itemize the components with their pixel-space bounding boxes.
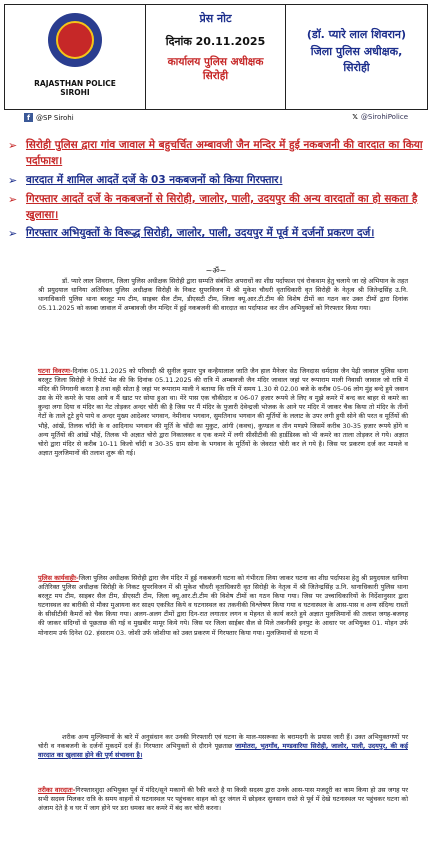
highlight-item xyxy=(8,191,424,224)
modus-operandi-label: तरीका वारदातः- xyxy=(38,786,76,794)
social-bar xyxy=(24,113,408,125)
facebook-link[interactable] xyxy=(24,113,74,122)
press-date: दिनांक 20.11.2025 xyxy=(165,35,266,48)
modus-operandi-text: गिरफ्तारशुदा अभियुक्त पूर्व में मंदिर/सूने मकानों की रैकी करते है या किसी सदस्य द्वारा उनके आस-पास मजदूरी का काम किया हो उस जगह पर सभी सदस्य मिलकर रात्रि के समय वाहनों से घटनास्थल पर पहुंचकर वाहन को दूर जंगल में छोड़कर सुनसान रास्ते से पूर्व में देखे घटनास्थल पर पहुंचकर घटना को अंजाम देते है व घर में जाग होने पर डरा धमका कर कमरे में बंद कर चोरी करना। xyxy=(38,786,408,813)
highlight-text: गिरफ्तार आदतें दर्जे के नकबजनों से सिरोही, जालोर, पाली, उदयपुर की अन्य वारदातों का हो सकता है खुलासा। xyxy=(26,192,418,221)
highlights-list xyxy=(8,137,424,244)
press-title: प्रेस नोट xyxy=(199,12,232,25)
org-name xyxy=(34,79,116,97)
police-action-paragraph xyxy=(38,574,408,638)
highlight-item xyxy=(8,172,424,189)
x-handle: @SirohiPolice xyxy=(360,113,408,121)
officer-block xyxy=(286,27,427,77)
office-line-1: कार्यालय पुलिस अधीक्षक xyxy=(167,56,264,68)
org-line-1: RAJASTHAN POLICE xyxy=(34,79,116,88)
officer-name: (डॉ. प्यारे लाल शिवरान) xyxy=(306,28,407,41)
followup-highlight: जामोतरा, भुतगाँव, मण्डवारिया सिरोही, जालोर, पाली, उदयपुर, की कई वारदात का खुलासा होने की पूर्ण संभावना है। xyxy=(38,742,408,760)
highlight-text: गिरफ्तार अभियुक्तों के विरूद्ध सिरोही, जालोर, पाली, उदयपुर में पूर्व में दर्जनों प्रकरण दर्ज। xyxy=(26,227,375,240)
arrow-bullet-icon: ➢ xyxy=(8,139,18,152)
incident-label: घटना विवरणः- xyxy=(38,367,73,375)
press-cell xyxy=(146,5,286,109)
org-line-2: SIROHI xyxy=(60,88,90,97)
highlight-item xyxy=(8,225,424,242)
incident-paragraph xyxy=(38,367,408,458)
officer-title: जिला पुलिस अधीक्षक, xyxy=(310,44,403,58)
police-action-label: पुलिस कार्यवाहीः- xyxy=(38,574,79,582)
facebook-handle: @SP Sirohi xyxy=(36,113,74,122)
modus-operandi-paragraph xyxy=(38,786,408,813)
highlight-text: सिरोही पुलिस द्वारा गांव जावाल मे बहुचर्चित अम्बावजी जैन मन्दिर में हुई नकबजनी की वारदात का किया पर्दाफाश। xyxy=(26,139,423,168)
x-icon: 𝕏 xyxy=(352,113,358,121)
followup-text: शरीक अन्य मुल्जिमानों के बारे में अनुसंधान कर उनकी गिरफ्तारी एवं घटना के माल-मसरूका के बरामदगी के प्रयास जारी हैं। उक्त अभियुक्तगणों पर चोरी व नकबजनी के दर्जनों मुकदमें दर्ज हैं। गिरफ्तार अभियुक्तों से दौराने पूछताछ xyxy=(38,733,408,751)
office-line-2: सिरोही xyxy=(202,70,229,83)
officer-district: सिरोही xyxy=(343,61,370,74)
incident-text: दिनांक 05.11.2025 को परिवादी श्री सुनील कुमार पुत्र कन्हैयालाल जाति जैन हाल मैनेजर सेठ जिनदास धर्मदास जैन पेढ़ी जावाल पुलिस थाना बरलूट जिला सिरोही ने रिपोर्ट पेश की कि दिनांक 05.11.2025 की रात्रि में अम्बावजी जैन मंदिर जावाल जहां पर रूपाराम माली निवासी जावाल जो रात्रि में मंदिर की निगरानी करता है तथा वही सोता है जहां पर रूपाराम माली ने बताया कि रात्रि में समय 1.30 से 02.00 बजे के करीब 05-06 लोग मुंह बन्दे हुये जवान उस के मेरे कमरे के पास आये व मैं खाट पर सोया हुआ था। मेरे पास एक चौकीदार व 06-07 हजार रूपये ले लिए व मुझे कमरे में बन्द कर बाहर से कमरे का कुन्दा लगा दिया व मंदिर का गेट तोड़कर अन्दर चोरी की है जिस पर मैं मंदिर के पुजारी देवेन्द्रजी भोजक के आने पर मंदिर में जाकर चैक किया तो मंदिर के तीनों गेटों के ताले टूटे हुये पाये व अन्दर मुख्य आदेश्वर भगवान, नेमीनाथ भगवान, सुमतिनाथ भगवान की मूर्तियों के ललाट के उपर लगी हुयी सोने की परत व मूर्तियों की भौहे, आंखें, तिलक चाँदी के व आदिनाथ भगवान की मूर्ति के चाँदी का मुकुट, आंगी (कवच), कुण्डल व तीन मण्डपे जिसमें करीब 30-35 हजार रूपये होंगे व अन्य मूर्तियों की आंखें भौहें, तिलक भी अज्ञात चोरो द्वारा निकालकर व एक कमरे में लगी सीसीटीवी की हार्डडिस्क को भी कमरे का ताला तोड़कर ले गये। अज्ञात चोरो द्वारा मंदिर से करीब 10-11 किलो चाँदी व 30-35 ग्राम सोना के भगवान के मूर्तियों के जेवरात चोरी कर ले गये है। जिस पर प्रकरण दर्ज कर मामले व अज्ञात मुलजिमानों की तलाश शुरू की गई। xyxy=(38,367,408,457)
header-box xyxy=(4,4,428,110)
police-action-text: जिला पुलिस अधीक्षक सिरोही द्वारा जैन मंदिर में हुई नकबजनी घटना को गंभीरता लिया जाकर घटना का शीघ्र पर्दाफाश हेतु श्री प्रयुदयाल धानिया अतिरिक्त पुलिस अधीक्षक सिरोही के निकट सुपरविजन में श्री मुकेश चौधरी वृताधिकारी वृत सिरोही के नेतृत्व में श्री जितेन्द्रसिंह उ.नि. थानाधिकारी पुलिस थाना बरलूट मय टीम, साइबर सैल टीम, डीएसटी टीम, जिला क्यू.आर.टी.टीम की विशेष टीमों का गठन किया गया। जिस पर उच्चाधिकारियों के निर्देशानुसार द्वारा घटनास्थल का बारीकी से मौका मुआयना कर साक्ष्य एकत्रित किये व घटनास्थल का तकनीकी विश्लेषण किया गया व घटनास्थल के आस-पास व अन्य संदिग्ध रास्तों के सीसीटीवी कैमरों को चैक किया गया। अलग-अलग टीमों द्वारा दिन-रात लगातार लगन व मेहनत से कार्य करते हुये अज्ञात मुलजिमानों की तलाश जगह-बजगह की जाकर संदिग्धों से पूछताछ की गई व मुखबीर मामूर किये गये। जिस पर जिला साईबर सैल से मिले तकनीकी इनपुट के आधार पर अभियुक्त 01. मोहन उर्फ मोनाराम उर्फ दिनेश 02. हंसाराम 03. जोशी उर्फ जोशीया को उक्त प्रकरण में गिरफ्तार किया गया। मुलजिमानों से घटना में xyxy=(38,574,408,637)
highlight-item xyxy=(8,137,424,170)
arrow-bullet-icon: ➢ xyxy=(8,173,18,187)
intro-paragraph: डॉ. प्यारे लाल शिवरान, जिला पुलिस अधीक्षक सिरोही द्वारा सम्पति संबंधित अपराधों का शीघ्र पर्दाफाश एवं रोकथाम हेतु चलाये जा रहे अभियान के तहत श्री प्रयुदयाल धानिया अतिरिक्त पुलिस अधीक्षक सिरोही के निकट सुपरविजन में श्री मुकेश चौधरी वृताधिकारी वृत सिरोही के नेतृत्व श्री जितेन्द्रसिंह उ.नि. थानाधिकारी पुलिस थाना बरलूट मय टीम, साइबर सैल टीम, डीएसटी टीम, जिला क्यू.आर.टी.टीम की विशेष टीमों का गठन कर उक्त टीमों द्वारा दिनांक 05.11.2025 को कस्बा जावाल में अम्बावजी जैन मन्दिर में हुई नकबजनी की वारदात का पर्दाफाश कर तीन अभियुक्तों को गिरफ्तार किया गया। xyxy=(38,277,408,313)
facebook-icon: f xyxy=(24,113,33,122)
section-divider: ~ॐ~ xyxy=(205,266,227,275)
arrow-bullet-icon: ➢ xyxy=(8,227,18,241)
followup-paragraph xyxy=(38,733,408,760)
highlight-text: वारदात में शामिल आदतें दर्जे के 03 नकबजनों को किया गिरफ्तार। xyxy=(26,173,283,186)
arrow-bullet-icon: ➢ xyxy=(8,192,18,206)
officer-cell xyxy=(286,5,427,109)
office-name xyxy=(146,55,285,83)
police-emblem-icon xyxy=(48,13,102,67)
x-link[interactable] xyxy=(352,113,408,121)
logo-cell xyxy=(5,5,146,109)
